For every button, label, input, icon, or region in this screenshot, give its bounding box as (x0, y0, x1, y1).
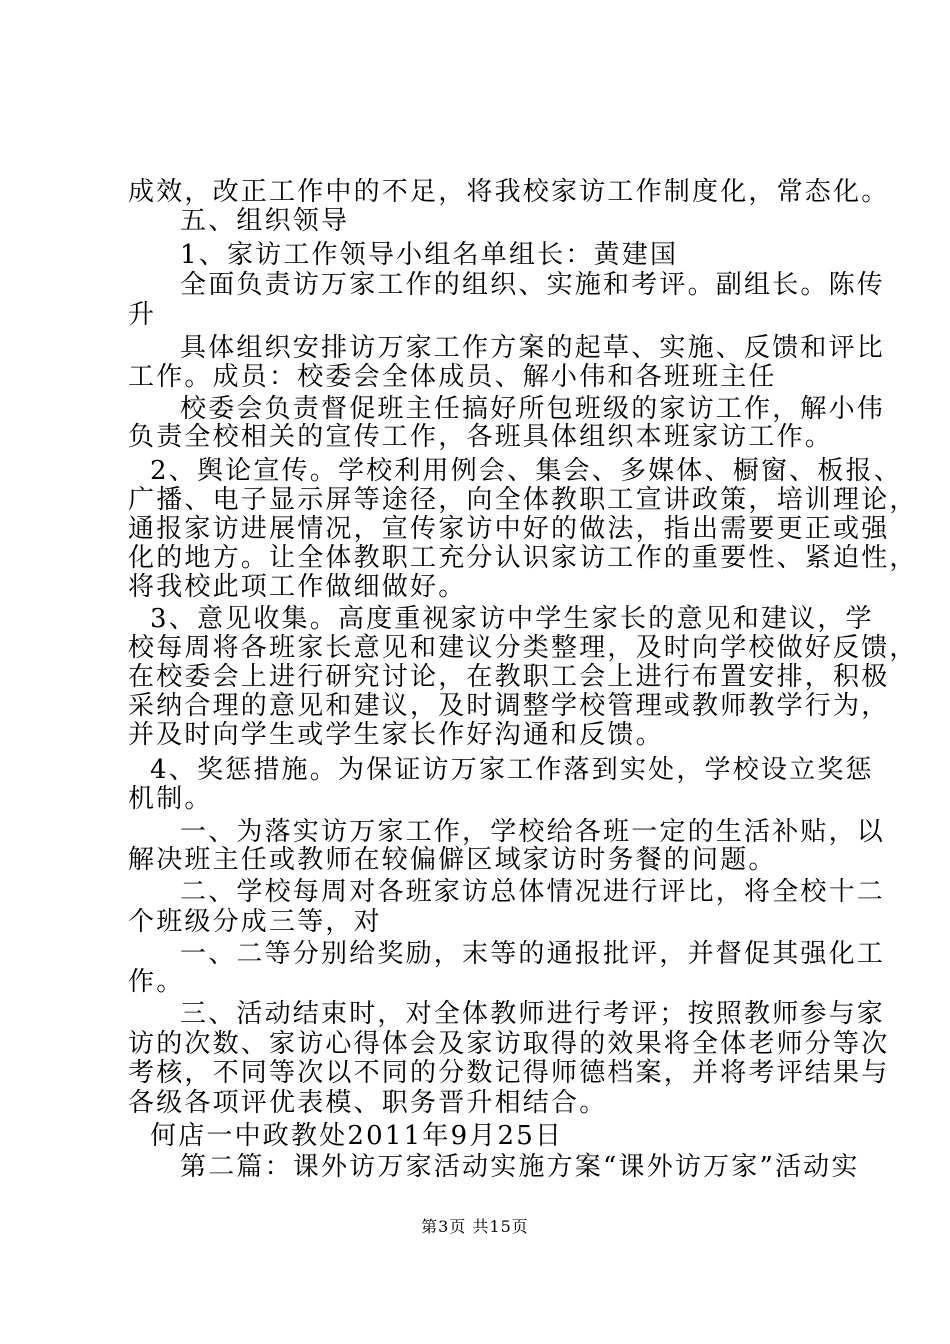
text-line: 升 (128, 300, 157, 330)
text-line: 3、意见收集。高度重视家访中学生家长的意见和建议，学 (150, 604, 874, 634)
text-line: 各级各项评优表模、职务晋升相结合。 (128, 1088, 608, 1118)
text-line: 具体组织安排访万家工作方案的起草、实施、反馈和评比 (180, 333, 886, 363)
text-line: 1、家访工作领导小组名单组长：黄建国 (180, 240, 679, 270)
page-footer: 第3页 共15页 (421, 1217, 529, 1236)
text-line: 解决班主任或教师在较偏僻区域家访时务餐的问题。 (128, 845, 777, 875)
text-line: 访的次数、家访心得体会及家访取得的效果将全体老师分等次 (128, 1029, 890, 1059)
text-line: 校每周将各班家长意见和建议分类整理，及时向学校做好反馈， (128, 633, 918, 663)
text-line: 化的地方。让全体教职工充分认识家访工作的重要性、紧迫性， (128, 543, 918, 573)
text-line: 个班级分成三等，对 (128, 907, 382, 937)
text-line: 负责全校相关的宣传工作，各班具体组织本班家访工作。 (128, 422, 834, 452)
text-line: 2、舆论宣传。学校利用例会、集会、多媒体、橱窗、板报、 (150, 456, 902, 486)
text-line: 作。 (128, 967, 185, 997)
section-heading: 五、组织领导 (180, 206, 350, 236)
text-line: 三、活动结束时，对全体教师进行考评；按照教师参与家 (180, 999, 886, 1029)
text-line: 校委会负责督促班主任搞好所包班级的家访工作，解小伟 (180, 394, 886, 424)
text-line: 将我校此项工作做细做好。 (128, 572, 467, 602)
signature-line: 何店一中政教处2011年9月25日 (150, 1121, 564, 1151)
text-line: 广播、电子显示屏等途径，向全体教职工宣讲政策，培训理论， (128, 485, 918, 515)
text-line: 一、为落实访万家工作，学校给各班一定的生活补贴，以 (180, 817, 886, 847)
text-line: 并及时向学生或学生家长作好沟通和反馈。 (128, 720, 664, 750)
text-line: 考核，不同等次以不同的分数记得师德档案，并将考评结果与 (128, 1058, 890, 1088)
text-line: 机制。 (128, 784, 213, 814)
text-line: 第二篇：课外访万家活动实施方案“课外访万家”活动实 (180, 1152, 860, 1182)
text-line: 通报家访进展情况，宣传家访中好的做法，指出需要更正或强 (128, 514, 890, 544)
text-line: 工作。成员：校委会全体成员、解小伟和各班班主任 (128, 362, 777, 392)
text-line: 成效，改正工作中的不足，将我校家访工作制度化，常态化。 (128, 177, 890, 207)
text-line: 在校委会上进行研究讨论，在教职工会上进行布置安排，积极 (128, 662, 890, 692)
text-line: 4、奖惩措施。为保证访万家工作落到实处，学校设立奖惩 (150, 755, 874, 785)
text-line: 全面负责访万家工作的组织、实施和考评。副组长。陈传 (180, 270, 886, 300)
text-line: 二、学校每周对各班家访总体情况进行评比，将全校十二 (180, 877, 886, 907)
text-line: 一、二等分别给奖励，末等的通报批评，并督促其强化工 (180, 939, 886, 969)
text-line: 采纳合理的意见和建议，及时调整学校管理或教师教学行为， (128, 691, 890, 721)
